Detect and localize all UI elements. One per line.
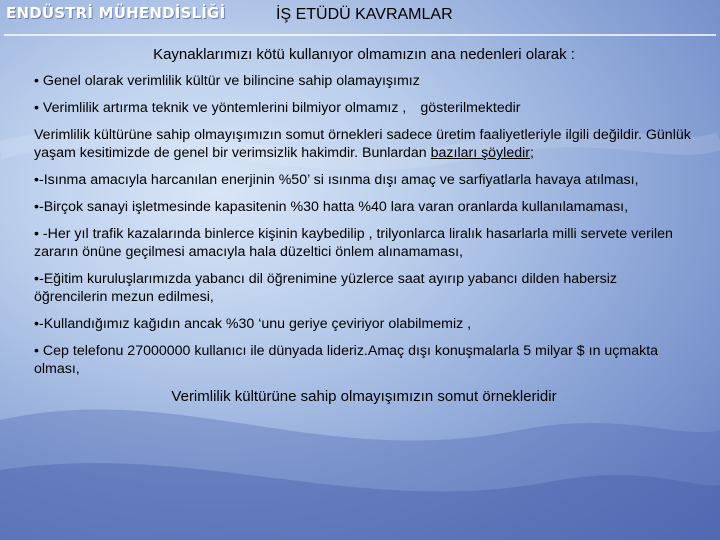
closing-text: Verimlilik kültürüne sahip olmayışımızın somut örnekleridir (171, 388, 557, 405)
page-title: İŞ ETÜDÜ KAVRAMLAR (276, 6, 453, 23)
bullet-text: • Verimlilik artırma teknik ve yöntemlerini bilmiyor olmamız , (34, 100, 407, 116)
bullet-item: • Genel olarak verimlilik kültür ve bilincine sahip olamayışımız (34, 73, 420, 89)
paragraph-end: ; (529, 145, 534, 161)
slide-content (34, 46, 694, 406)
example-item: •-Isınma amacıyla harcanılan enerjinin %50’ si ısınma dışı amaç ve sarfiyatlarla havaya atılması, (34, 172, 639, 188)
example-item: • Cep telefonu 27000000 kullanıcı ile dünyada lideriz.Amaç dışı konuşmalarla 5 milyar $ ın uçmakta olması, (34, 343, 659, 377)
example-item: •-Birçok sanayi işletmesinde kapasitenin %30 hatta %40 lara varan oranlarda kullanılamaması, (34, 199, 629, 215)
bullet-suffix: gösterilmektedir (420, 100, 521, 116)
example-item: •-Eğitim kuruluşlarımızda yabancı dil öğrenimine yüzlerce saat ayırıp yabancı dilden habersiz öğrencilerin mezun edilmesi, (34, 271, 617, 305)
intro-text: Kaynaklarımızı kötü kullanıyor olmamızın ana nedenleri olarak : (153, 46, 575, 63)
paragraph (34, 126, 694, 162)
example-item: • -Her yıl trafik kazalarında binlerce kişinin kaybedilip , trilyonlarca liralık hasarlarla milli servete verilen zararın önüne geçilmesi amacıyla hala düzeltici önlem alınamaması, (34, 226, 673, 260)
header-divider (4, 34, 716, 36)
example-item: •-Kullandığımız kağıdın ancak %30 ‘unu geriye çeviriyor olabilmemiz , (34, 316, 472, 332)
department-label: ENDÜSTRİ MÜHENDİSLİĞİ (6, 4, 226, 22)
paragraph-text: Verimlilik kültürüne sahip olmayışımızın somut örnekleri sadece üretim faaliyetleriyle ilgili değildir. Günlük yaşam kesitimizde de genel bir verimsizlik hakimdir. Bunlardan (34, 127, 691, 161)
bullet-item (34, 99, 694, 117)
underlined-text: bazıları şöyledir (430, 145, 530, 161)
